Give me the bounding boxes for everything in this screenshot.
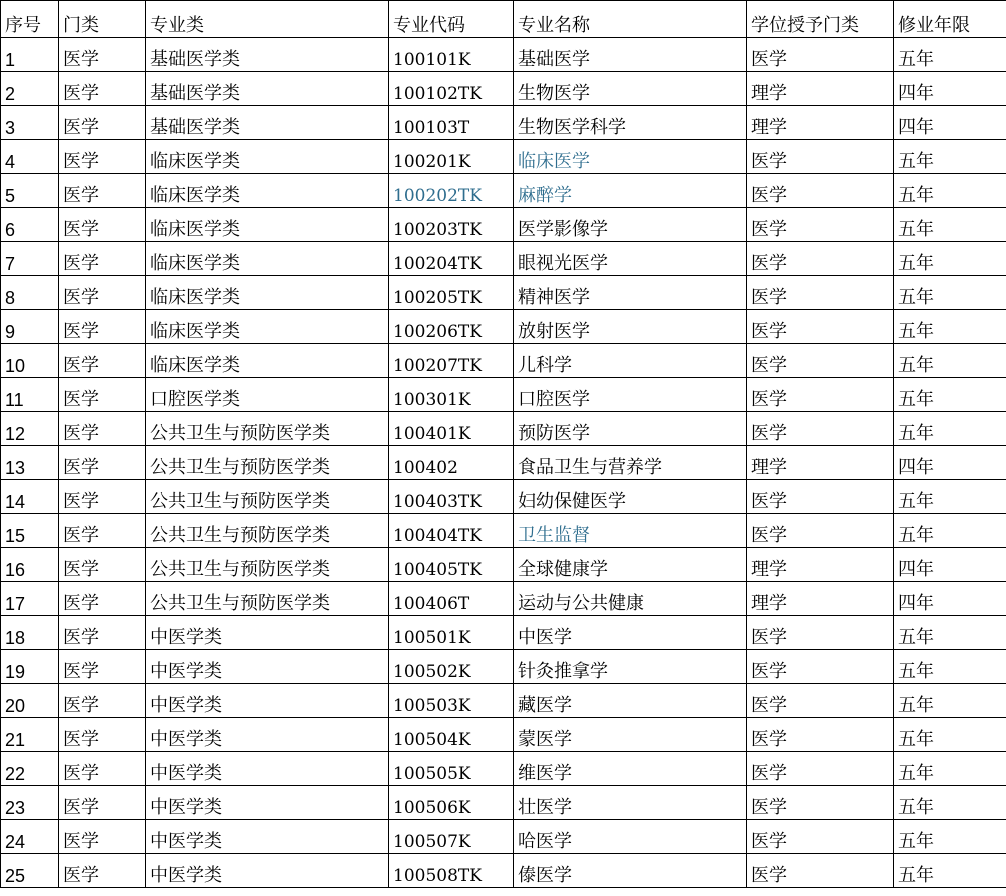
cell-degree-category: 理学 bbox=[747, 548, 894, 582]
table-row bbox=[1, 344, 1006, 378]
table-row bbox=[1, 242, 1006, 276]
cell-seq: 15 bbox=[1, 514, 59, 548]
cell-major-code: 100201K bbox=[389, 140, 514, 174]
cell-major-name: 哈医学 bbox=[514, 820, 747, 854]
table-row bbox=[1, 752, 1006, 786]
cell-category: 医学 bbox=[59, 446, 146, 480]
table-row bbox=[1, 718, 1006, 752]
table-row bbox=[1, 140, 1006, 174]
table-row bbox=[1, 446, 1006, 480]
cell-category: 医学 bbox=[59, 514, 146, 548]
cell-degree-category: 医学 bbox=[747, 854, 894, 888]
header-cell-duration: 修业年限 bbox=[894, 1, 1006, 38]
cell-major-name: 妇幼保健医学 bbox=[514, 480, 747, 514]
cell-degree-category: 医学 bbox=[747, 344, 894, 378]
cell-duration: 五年 bbox=[894, 786, 1006, 820]
cell-category: 医学 bbox=[59, 344, 146, 378]
cell-degree-category: 医学 bbox=[747, 514, 894, 548]
cell-seq: 12 bbox=[1, 412, 59, 446]
cell-major-name[interactable]: 卫生监督 bbox=[514, 514, 747, 548]
cell-seq: 20 bbox=[1, 684, 59, 718]
table-row bbox=[1, 548, 1006, 582]
table-row bbox=[1, 106, 1006, 140]
table-row bbox=[1, 412, 1006, 446]
cell-duration: 五年 bbox=[894, 854, 1006, 888]
cell-degree-category: 医学 bbox=[747, 38, 894, 72]
cell-major-name: 生物医学科学 bbox=[514, 106, 747, 140]
cell-duration: 五年 bbox=[894, 140, 1006, 174]
cell-major-code: 100406T bbox=[389, 582, 514, 616]
cell-major-code: 100504K bbox=[389, 718, 514, 752]
cell-category: 医学 bbox=[59, 310, 146, 344]
cell-major-class: 临床医学类 bbox=[146, 208, 389, 242]
cell-major-class: 中医学类 bbox=[146, 786, 389, 820]
header-cell-major-class: 专业类 bbox=[146, 1, 389, 38]
cell-seq: 24 bbox=[1, 820, 59, 854]
cell-seq: 8 bbox=[1, 276, 59, 310]
cell-seq: 23 bbox=[1, 786, 59, 820]
cell-category: 医学 bbox=[59, 820, 146, 854]
cell-major-name: 食品卫生与营养学 bbox=[514, 446, 747, 480]
cell-category: 医学 bbox=[59, 412, 146, 446]
cell-major-name: 藏医学 bbox=[514, 684, 747, 718]
cell-category: 医学 bbox=[59, 786, 146, 820]
cell-seq: 25 bbox=[1, 854, 59, 888]
cell-category: 医学 bbox=[59, 752, 146, 786]
cell-category: 医学 bbox=[59, 616, 146, 650]
cell-major-code: 100404TK bbox=[389, 514, 514, 548]
cell-major-class: 中医学类 bbox=[146, 820, 389, 854]
cell-major-name: 精神医学 bbox=[514, 276, 747, 310]
cell-duration: 五年 bbox=[894, 174, 1006, 208]
table-row bbox=[1, 38, 1006, 72]
cell-degree-category: 医学 bbox=[747, 616, 894, 650]
table-row bbox=[1, 820, 1006, 854]
cell-seq: 7 bbox=[1, 242, 59, 276]
cell-major-class: 中医学类 bbox=[146, 616, 389, 650]
cell-major-class: 公共卫生与预防医学类 bbox=[146, 480, 389, 514]
cell-major-class: 公共卫生与预防医学类 bbox=[146, 582, 389, 616]
table-row bbox=[1, 174, 1006, 208]
cell-duration: 五年 bbox=[894, 718, 1006, 752]
cell-category: 医学 bbox=[59, 72, 146, 106]
cell-seq: 10 bbox=[1, 344, 59, 378]
cell-major-name: 眼视光医学 bbox=[514, 242, 747, 276]
table-row bbox=[1, 480, 1006, 514]
cell-seq: 2 bbox=[1, 72, 59, 106]
cell-category: 医学 bbox=[59, 684, 146, 718]
cell-category: 医学 bbox=[59, 650, 146, 684]
cell-category: 医学 bbox=[59, 208, 146, 242]
cell-degree-category: 医学 bbox=[747, 140, 894, 174]
cell-seq: 9 bbox=[1, 310, 59, 344]
cell-major-name: 放射医学 bbox=[514, 310, 747, 344]
cell-major-class: 基础医学类 bbox=[146, 72, 389, 106]
cell-major-class: 临床医学类 bbox=[146, 174, 389, 208]
cell-seq: 17 bbox=[1, 582, 59, 616]
cell-degree-category: 医学 bbox=[747, 208, 894, 242]
cell-category: 医学 bbox=[59, 106, 146, 140]
cell-major-code: 100507K bbox=[389, 820, 514, 854]
cell-duration: 五年 bbox=[894, 38, 1006, 72]
cell-major-name[interactable]: 临床医学 bbox=[514, 140, 747, 174]
cell-degree-category: 理学 bbox=[747, 106, 894, 140]
cell-seq: 22 bbox=[1, 752, 59, 786]
cell-major-class: 公共卫生与预防医学类 bbox=[146, 412, 389, 446]
cell-seq: 11 bbox=[1, 378, 59, 412]
cell-duration: 四年 bbox=[894, 582, 1006, 616]
cell-major-code: 100405TK bbox=[389, 548, 514, 582]
cell-degree-category: 医学 bbox=[747, 684, 894, 718]
cell-major-name: 蒙医学 bbox=[514, 718, 747, 752]
cell-seq: 21 bbox=[1, 718, 59, 752]
cell-degree-category: 理学 bbox=[747, 446, 894, 480]
cell-major-code: 100204TK bbox=[389, 242, 514, 276]
cell-major-code: 100501K bbox=[389, 616, 514, 650]
table-row bbox=[1, 616, 1006, 650]
cell-seq: 13 bbox=[1, 446, 59, 480]
cell-degree-category: 理学 bbox=[747, 582, 894, 616]
header-cell-seq: 序号 bbox=[1, 1, 59, 38]
cell-duration: 五年 bbox=[894, 378, 1006, 412]
cell-seq: 14 bbox=[1, 480, 59, 514]
cell-duration: 五年 bbox=[894, 208, 1006, 242]
cell-degree-category: 医学 bbox=[747, 752, 894, 786]
cell-duration: 五年 bbox=[894, 242, 1006, 276]
cell-duration: 四年 bbox=[894, 548, 1006, 582]
cell-major-name: 傣医学 bbox=[514, 854, 747, 888]
cell-duration: 五年 bbox=[894, 616, 1006, 650]
cell-duration: 五年 bbox=[894, 310, 1006, 344]
cell-major-code: 100301K bbox=[389, 378, 514, 412]
cell-major-name: 预防医学 bbox=[514, 412, 747, 446]
cell-major-class: 中医学类 bbox=[146, 752, 389, 786]
header-cell-major-name: 专业名称 bbox=[514, 1, 747, 38]
cell-seq: 18 bbox=[1, 616, 59, 650]
cell-degree-category: 医学 bbox=[747, 242, 894, 276]
table-row bbox=[1, 582, 1006, 616]
cell-major-name: 口腔医学 bbox=[514, 378, 747, 412]
table-row bbox=[1, 276, 1006, 310]
cell-duration: 五年 bbox=[894, 752, 1006, 786]
table-row bbox=[1, 514, 1006, 548]
cell-degree-category: 医学 bbox=[747, 820, 894, 854]
cell-category: 医学 bbox=[59, 378, 146, 412]
cell-major-code: 100503K bbox=[389, 684, 514, 718]
table-row bbox=[1, 650, 1006, 684]
cell-duration: 五年 bbox=[894, 514, 1006, 548]
cell-major-class: 临床医学类 bbox=[146, 344, 389, 378]
cell-duration: 五年 bbox=[894, 820, 1006, 854]
cell-major-name: 针灸推拿学 bbox=[514, 650, 747, 684]
cell-major-name: 儿科学 bbox=[514, 344, 747, 378]
cell-major-name: 医学影像学 bbox=[514, 208, 747, 242]
cell-degree-category: 医学 bbox=[747, 718, 894, 752]
cell-major-name: 维医学 bbox=[514, 752, 747, 786]
cell-major-class: 口腔医学类 bbox=[146, 378, 389, 412]
cell-major-code: 100505K bbox=[389, 752, 514, 786]
cell-duration: 五年 bbox=[894, 480, 1006, 514]
cell-degree-category: 医学 bbox=[747, 378, 894, 412]
cell-degree-category: 医学 bbox=[747, 310, 894, 344]
cell-duration: 五年 bbox=[894, 344, 1006, 378]
cell-major-class: 临床医学类 bbox=[146, 310, 389, 344]
cell-major-class: 临床医学类 bbox=[146, 242, 389, 276]
cell-major-class: 中医学类 bbox=[146, 718, 389, 752]
cell-seq: 3 bbox=[1, 106, 59, 140]
table-row bbox=[1, 854, 1006, 888]
header-cell-category: 门类 bbox=[59, 1, 146, 38]
cell-major-code: 100401K bbox=[389, 412, 514, 446]
cell-major-class: 临床医学类 bbox=[146, 140, 389, 174]
cell-major-class: 中医学类 bbox=[146, 854, 389, 888]
cell-category: 医学 bbox=[59, 174, 146, 208]
header-cell-major-code: 专业代码 bbox=[389, 1, 514, 38]
cell-major-name[interactable]: 麻醉学 bbox=[514, 174, 747, 208]
cell-category: 医学 bbox=[59, 140, 146, 174]
cell-degree-category: 理学 bbox=[747, 72, 894, 106]
cell-degree-category: 医学 bbox=[747, 412, 894, 446]
cell-duration: 五年 bbox=[894, 684, 1006, 718]
cell-major-code[interactable]: 100202TK bbox=[389, 174, 514, 208]
cell-major-code: 100502K bbox=[389, 650, 514, 684]
cell-duration: 五年 bbox=[894, 650, 1006, 684]
cell-seq: 19 bbox=[1, 650, 59, 684]
cell-seq: 16 bbox=[1, 548, 59, 582]
cell-category: 医学 bbox=[59, 480, 146, 514]
cell-degree-category: 医学 bbox=[747, 174, 894, 208]
cell-degree-category: 医学 bbox=[747, 650, 894, 684]
table-row bbox=[1, 378, 1006, 412]
cell-major-class: 临床医学类 bbox=[146, 276, 389, 310]
cell-major-code: 100508TK bbox=[389, 854, 514, 888]
cell-duration: 五年 bbox=[894, 412, 1006, 446]
cell-degree-category: 医学 bbox=[747, 276, 894, 310]
cell-category: 医学 bbox=[59, 276, 146, 310]
header-cell-degree-category: 学位授予门类 bbox=[747, 1, 894, 38]
cell-major-name: 生物医学 bbox=[514, 72, 747, 106]
cell-category: 医学 bbox=[59, 242, 146, 276]
table-row bbox=[1, 208, 1006, 242]
cell-major-code: 100206TK bbox=[389, 310, 514, 344]
cell-duration: 五年 bbox=[894, 276, 1006, 310]
cell-duration: 四年 bbox=[894, 446, 1006, 480]
table-row bbox=[1, 72, 1006, 106]
cell-major-code: 100506K bbox=[389, 786, 514, 820]
table-header-row bbox=[1, 1, 1006, 38]
cell-major-class: 基础医学类 bbox=[146, 38, 389, 72]
cell-major-class: 公共卫生与预防医学类 bbox=[146, 514, 389, 548]
cell-major-code: 100102TK bbox=[389, 72, 514, 106]
cell-major-code: 100203TK bbox=[389, 208, 514, 242]
cell-major-name: 基础医学 bbox=[514, 38, 747, 72]
cell-major-class: 中医学类 bbox=[146, 650, 389, 684]
cell-major-code: 100403TK bbox=[389, 480, 514, 514]
cell-duration: 四年 bbox=[894, 106, 1006, 140]
cell-degree-category: 医学 bbox=[747, 480, 894, 514]
cell-seq: 5 bbox=[1, 174, 59, 208]
cell-major-name: 运动与公共健康 bbox=[514, 582, 747, 616]
cell-major-code: 100103T bbox=[389, 106, 514, 140]
cell-major-class: 基础医学类 bbox=[146, 106, 389, 140]
cell-major-name: 壮医学 bbox=[514, 786, 747, 820]
cell-category: 医学 bbox=[59, 718, 146, 752]
cell-major-class: 公共卫生与预防医学类 bbox=[146, 446, 389, 480]
cell-category: 医学 bbox=[59, 854, 146, 888]
cell-major-name: 全球健康学 bbox=[514, 548, 747, 582]
cell-category: 医学 bbox=[59, 582, 146, 616]
cell-major-code: 100101K bbox=[389, 38, 514, 72]
cell-seq: 6 bbox=[1, 208, 59, 242]
table-row bbox=[1, 310, 1006, 344]
cell-category: 医学 bbox=[59, 38, 146, 72]
cell-major-class: 公共卫生与预防医学类 bbox=[146, 548, 389, 582]
cell-major-code: 100402 bbox=[389, 446, 514, 480]
table-row bbox=[1, 684, 1006, 718]
cell-category: 医学 bbox=[59, 548, 146, 582]
cell-duration: 四年 bbox=[894, 72, 1006, 106]
cell-major-class: 中医学类 bbox=[146, 684, 389, 718]
cell-major-code: 100205TK bbox=[389, 276, 514, 310]
cell-seq: 1 bbox=[1, 38, 59, 72]
cell-degree-category: 医学 bbox=[747, 786, 894, 820]
cell-major-name: 中医学 bbox=[514, 616, 747, 650]
cell-major-code: 100207TK bbox=[389, 344, 514, 378]
cell-seq: 4 bbox=[1, 140, 59, 174]
table-row bbox=[1, 786, 1006, 820]
